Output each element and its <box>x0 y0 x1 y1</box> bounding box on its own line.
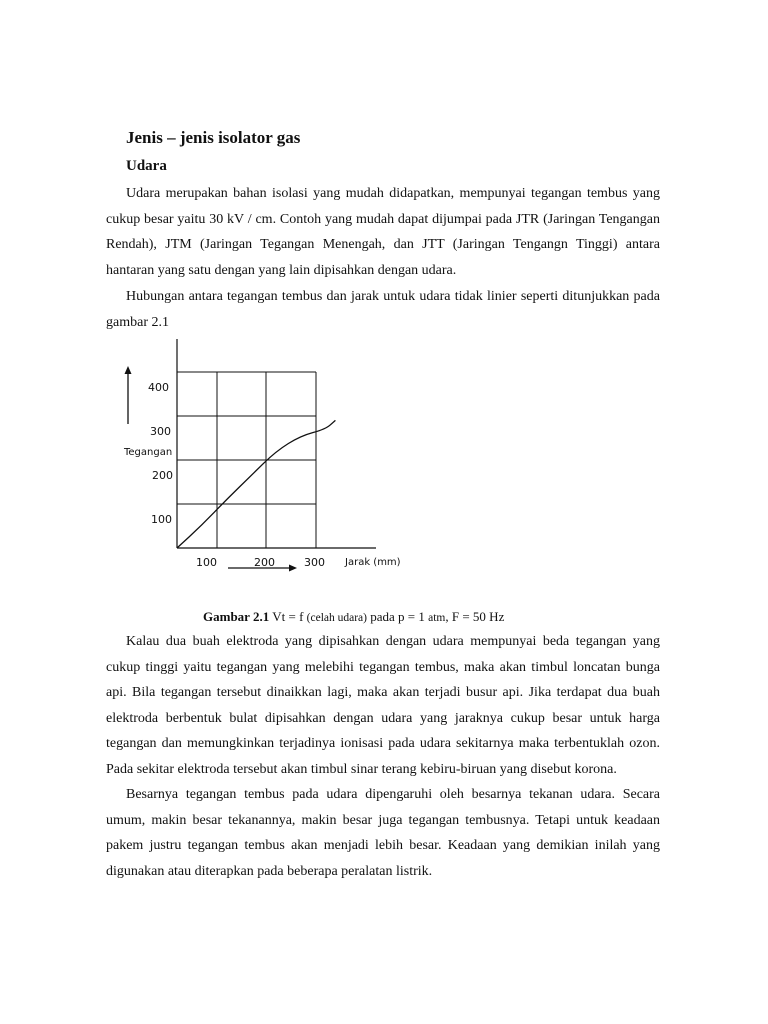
caption-text-c: pada p = 1 <box>367 609 429 624</box>
section-subtitle: Udara <box>126 158 167 174</box>
y-tick-300: 300 <box>150 425 171 438</box>
paragraph-3 <box>106 629 660 782</box>
paragraph-4-text: Besarnya tegangan tembus pada udara dipengaruhi oleh besarnya tekanan udara. Secara umum, makin besar tekanannya, makin besar juga tegangan tembusnya. Tetapi untuk keadaan pakem justru tegangan tembus akan menjadi lebih besar. Keadaan yang demikian inilah yang digunakan atau diterapkan pada beberapa peralatan listrik. <box>106 787 660 879</box>
y-arrow-head <box>125 366 132 374</box>
paragraph-2-text: Hubungan antara tegangan tembus dan jarak untuk udara tidak linier seperti ditunjukkan pada gambar 2.1 <box>106 289 660 330</box>
caption-text-e: , F = 50 Hz <box>445 609 505 624</box>
caption-label: Gambar 2.1 <box>203 609 270 624</box>
figure-2-1 <box>118 336 418 581</box>
x-tick-200: 200 <box>254 556 275 569</box>
section-title: Jenis – jenis isolator gas <box>126 128 301 147</box>
grid-layer <box>177 372 316 548</box>
x-tick-100: 100 <box>196 556 217 569</box>
caption-text-a: Vt = f <box>269 609 307 624</box>
voltage-distance-chart <box>118 336 418 581</box>
breakdown-voltage-curve <box>177 420 335 548</box>
paragraph-1-text: Udara merupakan bahan isolasi yang mudah didapatkan, mempunyai tegangan tembus yang cukup besar yaitu 30 kV / cm. Contoh yang mudah dapat dijumpai pada JTR (Jaringan Tengangan Rendah), JTM (Jaringan Tegangan Menengah, dan JTT (Jaringan Tengangn Tinggi) antara hantaran yang satu dengan yang lain dipisahkan dengan udara. <box>106 186 660 278</box>
figure-caption <box>203 609 504 625</box>
x-axis-label: Jarak (mm) <box>345 557 401 568</box>
paragraph-4 <box>106 782 660 884</box>
y-axis-label: Tegangan <box>124 447 173 458</box>
paragraph-1 <box>106 181 660 283</box>
y-tick-200: 200 <box>152 469 173 482</box>
paragraph-3-text: Kalau dua buah elektroda yang dipisahkan dengan udara mempunyai beda tegangan yang cukup tinggi yaitu tegangan yang melebihi tegangan tembus, maka akan timbul loncatan bunga api. Bila tegangan tersebut dinaikkan lagi, maka akan terjadi busur api. Jika terdapat dua buah elektroda berbentuk bulat dipisahkan dengan udara yang jaraknya cukup besar untuk harga tegangan dan memungkinkan terjadinya ionisasi pada udara sekitarnya maka terbentuklah ozon. Pada sekitar elektroda tersebut akan timbul sinar terang kebiru-biruan yang disebut korona. <box>106 634 660 777</box>
y-tick-400: 400 <box>148 381 169 394</box>
caption-text-b: (celah udara) <box>306 612 367 624</box>
y-tick-100: 100 <box>151 513 172 526</box>
x-arrow-head <box>289 565 297 572</box>
x-tick-300: 300 <box>304 556 325 569</box>
paragraph-2 <box>106 284 660 335</box>
caption-text-d: atm <box>428 612 446 624</box>
